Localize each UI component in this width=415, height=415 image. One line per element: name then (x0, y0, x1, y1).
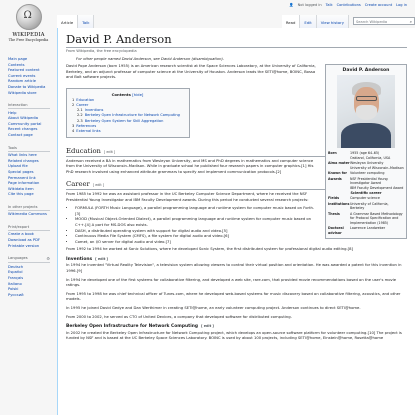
infobox-value: Computer science (350, 196, 380, 200)
toc-hide-toggle[interactable]: [hide] (132, 91, 144, 97)
lead-paragraph: David Pope Anderson (born 1955) is an American research scientist at the Space Sciences Laboratory, at the University of California, Berkeley, and an adjunct professor of computer science at the University of Houston. Anderson leads the SETI@home, BOINC, Bossa and Bolt software projects. (66, 64, 316, 80)
infobox-value: A Grammar Based Methodology for Protocol Specification and Implementation (1985) (350, 211, 403, 225)
infobox-section-heading: Scientific career (350, 191, 382, 195)
infobox-row (328, 161, 404, 170)
tab-history[interactable]: View history (317, 15, 349, 28)
sidebar-item-create-a-book[interactable]: Create a book (8, 232, 34, 237)
photo-beard (356, 105, 377, 120)
photo-body (341, 123, 391, 148)
login-link[interactable]: Log in (396, 3, 407, 7)
language-link-italiano[interactable]: Italiano (8, 281, 22, 286)
infobox-row (328, 177, 404, 191)
sidebar-item-upload-file[interactable]: Upload file (8, 164, 28, 169)
infobox-label: Known for (328, 171, 348, 175)
gear-icon[interactable]: ⚙ (46, 256, 50, 262)
tab-talk[interactable]: Talk (78, 15, 94, 28)
infobox-value: Lawrence Landweber (350, 226, 386, 230)
sidebar-item-printable-version[interactable]: Printable version (8, 243, 40, 248)
toc-number: 1 (72, 97, 75, 102)
wikipedia-logo[interactable] (0, 0, 57, 50)
tab-read[interactable]: Read (282, 15, 301, 28)
page-subtitle: From Wikipedia, the free encyclopedia (66, 49, 137, 53)
toc-number: 2.3 (77, 118, 83, 123)
toc-title (72, 92, 183, 97)
sidebar-item-featured-content[interactable]: Featured content (8, 68, 40, 73)
logo-title: WIKIPEDIA (12, 32, 45, 38)
tab-edit[interactable]: Edit (300, 15, 316, 28)
infobox-value: 1955 (age 64–65) Oakland, California, USA (350, 151, 391, 160)
toc-link[interactable]: External links (76, 129, 101, 133)
heading-text: Education (66, 147, 101, 156)
language-link-deutsch[interactable]: Deutsch (8, 264, 24, 269)
infobox-value: University of California, Berkeley (350, 201, 389, 210)
infobox-label: Alma mater (328, 161, 350, 165)
inventions-paragraph-2: In 1994 he developed one of the first systems for collaborative filtering, and developed a web site, rare.com, that provided movie recommendations based on the user's movie ratings. (66, 277, 397, 288)
page-tabs (57, 15, 415, 28)
toc-link[interactable]: Career (76, 102, 89, 107)
infobox-label: Doctoral advisor (328, 226, 344, 235)
toc-number: 2.1 (77, 108, 83, 113)
infobox-rows (328, 151, 404, 190)
language-link-espa-ol[interactable]: Español (8, 270, 23, 275)
language-link-polski[interactable]: Polski (8, 287, 19, 292)
toc-number: 4 (72, 129, 75, 133)
sidebar-item-what-links-here[interactable]: What links here (8, 153, 37, 158)
inventions-paragraph-5: From 2000 to 2002, he served as CTO of United Devices, a company that developed software for distributed computing. (66, 314, 292, 319)
languages-heading: Languages (8, 256, 28, 261)
list-item: • FORMULA (FORTH Music Language), a parallel programming language and runtime system for computer music based on Forth.[3] (75, 206, 407, 217)
sidebar-item-community-portal[interactable]: Community portal (8, 121, 42, 126)
infobox-value: Wesleyan University University of Wisconsin–Madison (350, 161, 404, 170)
tab-article[interactable]: Article (57, 15, 78, 28)
section-heading-inventions (66, 257, 407, 262)
language-link-[interactable]: Русский (8, 292, 24, 297)
infobox-label: Born (328, 151, 337, 155)
sidebar-languages (0, 256, 57, 298)
infobox-row (328, 212, 404, 226)
sidebar-heading: In other projects (8, 205, 50, 211)
article-content (57, 28, 415, 415)
edit-section-link[interactable]: [ edit ] (92, 183, 105, 188)
sidebar-item-random-article[interactable]: Random article (8, 79, 37, 84)
infobox-label: Awards (328, 176, 342, 181)
infobox-photo[interactable] (337, 75, 395, 148)
inventions-paragraph-1: In 1994 he invented "Virtual Reality Television", a television system allowing viewers to control their virtual position and orientation. He was awarded a patent for this invention in 1996.[9] (66, 263, 402, 274)
infobox-title: David P. Anderson (342, 68, 390, 73)
toc-title-text: Contents (111, 91, 131, 97)
logo-tagline: The Free Encyclopedia (8, 38, 49, 42)
page-title: David P. Anderson (66, 32, 407, 48)
infobox-value: Volunteer computing (350, 171, 385, 175)
sidebar-heading: Interaction (8, 103, 50, 109)
toc-number: 2 (72, 102, 75, 107)
list-item: • Comet, an I/O server for digital audio and video.[7] (75, 240, 407, 246)
list-item: • Continuous Media File System (CMFS), a file system for digital audio and video.[6] (75, 234, 407, 240)
sidebar-print (0, 225, 57, 249)
toc-link[interactable]: Berkeley Open Infrastructure for Network Computing (84, 113, 180, 118)
create-account-link[interactable]: Create account (364, 3, 393, 7)
infobox-rows-career (328, 196, 404, 235)
edit-section-link[interactable]: [ edit ] (200, 324, 214, 329)
infobox-row (328, 196, 404, 201)
table-of-contents (66, 88, 190, 138)
toc-number: 2.2 (77, 113, 83, 118)
sidebar-item-cite-this-page[interactable]: Cite this page (8, 192, 34, 197)
user-icon: 👤 (289, 3, 294, 7)
tab-spacer (94, 15, 281, 28)
sidebar-item-recent-changes[interactable]: Recent changes (8, 127, 38, 132)
career-paragraph: From 1985 to 1992 he was an assistant professor in the UC Berkeley Computer Science Department, where he received the NSF Presidential Young Investigator and IBM Faculty Development awards. During this period he conducted several research projects: (66, 191, 309, 202)
toc-item[interactable] (72, 129, 183, 134)
sidebar-interaction (0, 103, 57, 138)
sidebar-item-permanent-link[interactable]: Permanent link (8, 175, 36, 180)
sidebar-heading: Print/export (8, 225, 50, 231)
edit-section-link[interactable]: [ edit ] (103, 150, 116, 155)
search-icon[interactable]: ⌕ (409, 19, 412, 24)
toc-link[interactable]: References (76, 123, 97, 128)
infobox-value: NSF Presidential Young Investigator Award IBM Faculty Development Award (350, 176, 404, 190)
inventions-paragraph-3: From 1995 to 1998 he was chief technical officer of Tunes.com, where he developed web-based systems for music discovery based on collaborative filtering, acoustics, and other models. (66, 291, 401, 302)
sidebar-item-about-wikipedia[interactable]: About Wikipedia (8, 116, 39, 121)
list-item: • DASH, a distributed operating system with support for digital audio and video.[5] (75, 229, 407, 235)
not-logged-in-text: Not logged in (297, 3, 322, 7)
heading-text: Career (66, 180, 90, 189)
hatnote: For other people named David Anderson, see David Anderson (disambiguation). (76, 57, 225, 61)
top-bar (57, 0, 415, 28)
search-input[interactable] (353, 17, 415, 25)
list-item: • MOOD (Musical Object-Oriented Dialect), a parallel programming language and runtime system for computer music based on C++.[4] A port for MS-DOS also exists. (75, 217, 407, 228)
education-paragraph: Anderson received a BA in mathematics from Wesleyan University, and MS and PhD degrees in mathematics and computer science from the University of Wisconsin–Madison. While in graduate school he published four research papers in computer graphics.[1] His PhD research involved using enhanced attribute grammars to specify and implement communication protocols.[2] (66, 158, 314, 174)
inventions-paragraph-4: In 1995 he joined David Gedye and Dan Werthimer in creating SETI@home, an early volunteer computing project. Anderson continues to direct SETI@home. (66, 305, 361, 310)
sidebar-item-wikipedia-store[interactable]: Wikipedia store (8, 90, 37, 95)
sidebar-item-related-changes[interactable]: Related changes (8, 158, 39, 163)
boinc-paragraph: In 2002 he created the Berkeley Open Infrastructure for Network Computing project, which develops an open-source software platform for volunteer computing.[10] The project is funded by NSF and is based at the UC Berkeley Space Sciences Laboratory. BOINC is used by about 100 projects, including SETI@home, Einstein@home, Rosetta@home (66, 330, 402, 341)
sidebar-heading (8, 256, 50, 263)
sidebar-other-projects (0, 205, 57, 218)
toc-link[interactable]: Inventions (84, 108, 104, 113)
puzzle-globe-icon: Ω (16, 4, 42, 30)
language-link-fran-ais[interactable]: Français (8, 275, 24, 280)
toc-number: 3 (72, 123, 75, 128)
sidebar-item-page-information[interactable]: Page information (8, 181, 40, 186)
toc-link[interactable]: Education (76, 97, 95, 102)
photo-glasses (356, 96, 377, 101)
sidebar-item-main-page[interactable]: Main page (8, 57, 28, 61)
contributions-link[interactable]: Contributions (336, 3, 361, 7)
talk-link[interactable]: Talk (325, 3, 333, 7)
infobox-row (328, 202, 404, 211)
infobox-row (328, 151, 404, 160)
sidebar-item-contact-page[interactable]: Contact page (8, 133, 33, 138)
sidebar-item-wikimedia-commons[interactable]: Wikimedia Commons (8, 212, 47, 217)
heading-text: Berkeley Open Infrastructure for Network Computing (66, 324, 198, 330)
sidebar-item-wikidata-item[interactable]: Wikidata item (8, 186, 34, 191)
sidebar (0, 0, 57, 415)
sidebar-item-donate-to-wikipedia[interactable]: Donate to Wikipedia (8, 84, 46, 89)
career-paragraph-2: From 1992 to 1994 he worked at Sonic Solutions, where he developed Sonic System, the first distributed system for professional digital audio editing.[8] (66, 247, 353, 252)
infobox-label: Fields (328, 196, 340, 200)
section-heading-boinc (66, 324, 407, 329)
infobox (325, 64, 407, 239)
infobox-row (328, 171, 404, 176)
sidebar-heading: Tools (8, 146, 50, 152)
personal-tools (289, 3, 407, 7)
sidebar-item-special-pages[interactable]: Special pages (8, 169, 34, 174)
sidebar-main (0, 57, 57, 96)
toc-link[interactable]: Berkeley Open System for Skill Aggregation (84, 118, 164, 123)
edit-section-link[interactable]: [ edit ] (95, 256, 109, 261)
infobox-label: Institutions (328, 201, 350, 206)
search-placeholder: Search Wikipedia (356, 19, 388, 24)
sidebar-item-contents[interactable]: Contents (8, 62, 25, 67)
infobox-row (328, 226, 404, 235)
sidebar-tools (0, 146, 57, 198)
heading-text: Inventions (66, 256, 93, 262)
sidebar-item-help[interactable]: Help (8, 110, 17, 115)
infobox-label: Thesis (328, 211, 340, 216)
sidebar-item-download-as-pdf[interactable]: Download as PDF (8, 238, 41, 243)
sidebar-item-current-events[interactable]: Current events (8, 73, 36, 78)
